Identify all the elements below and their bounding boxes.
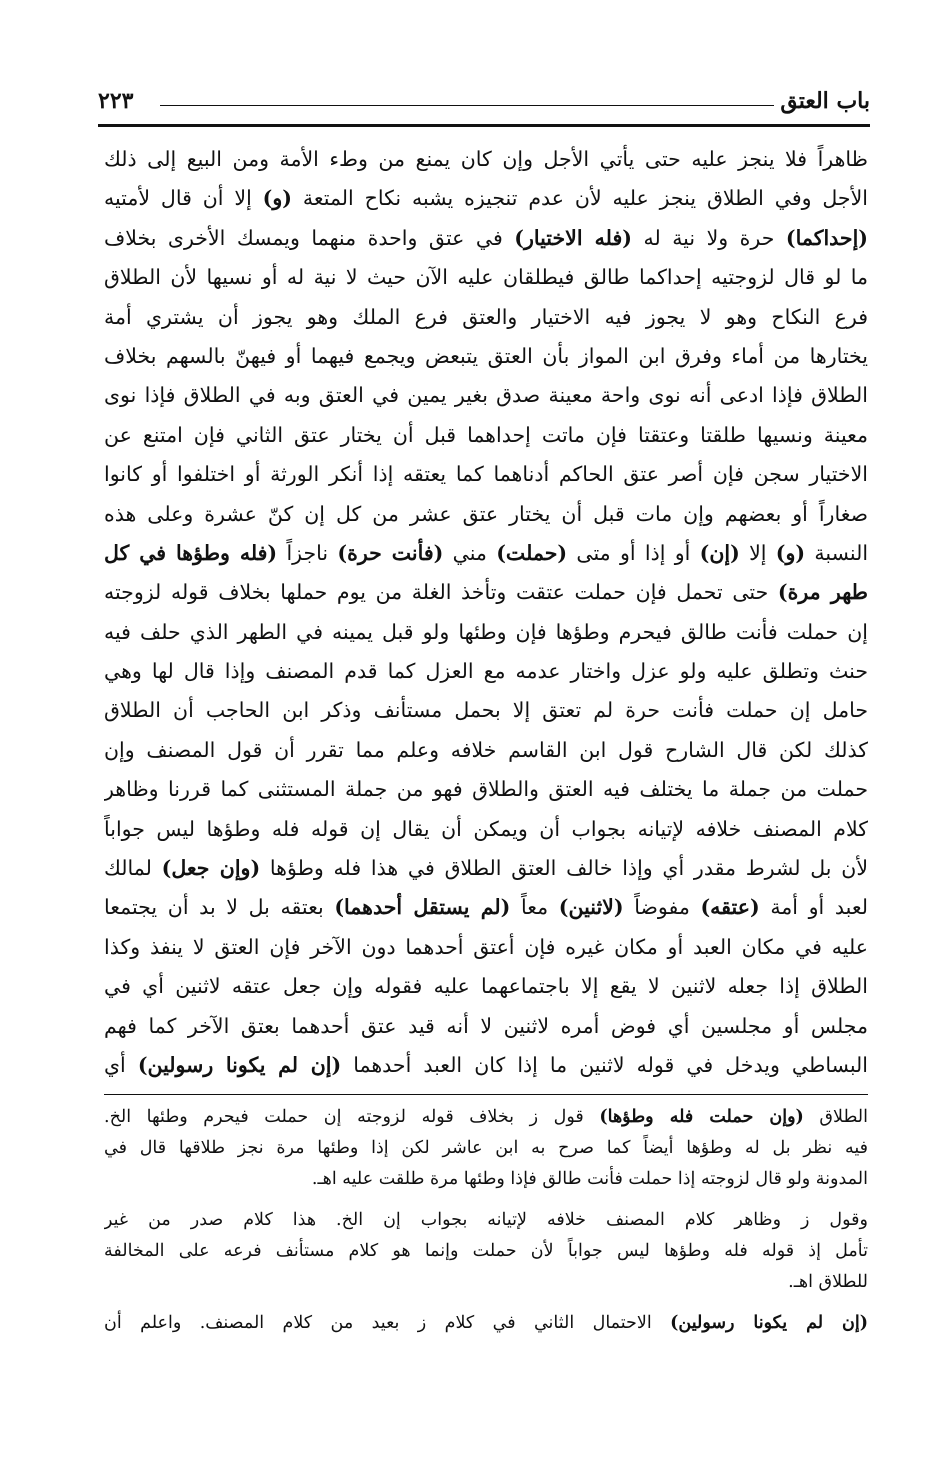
text-line: [104, 928, 868, 967]
text-run: الطلاق إذا جعله لاثنين لا يقع إلا باجتماعهما عليه فقوله وإن جعل عتقه لاثنين أي في: [104, 974, 868, 999]
text-line: [104, 849, 868, 888]
footnote-line: [104, 1267, 868, 1298]
text-line: [104, 691, 868, 730]
text-line: [104, 967, 868, 1006]
text-line: [104, 888, 868, 927]
bold-matn-text: (وإن جعل): [161, 856, 261, 881]
text-run: حامل إن حملت فأنت حرة لم تعتق إلا بحمل مستأنف وذكر ابن الحاجب أن الطلاق: [104, 698, 868, 723]
text-run: لمالك: [104, 856, 162, 881]
text-line: [104, 219, 868, 258]
text-line: [104, 731, 868, 770]
bold-matn-text: (فله الاختيار): [514, 225, 632, 250]
text-run: إلا: [739, 540, 776, 565]
text-line: [104, 573, 868, 612]
text-run: عليه في مكان العبد أو مكان غيره فإن أعتق أحدهما دون الآخر فإن العتق لا ينفذ وكذا: [104, 934, 868, 959]
page-number: ٢٢٣: [98, 88, 134, 114]
text-run: وقول ز وظاهر كلام المصنف خلافه لإتيانه بجواب إن الخ. هذا كلام صدر من غير: [104, 1210, 868, 1230]
text-run: إلا أن قال لأمتيه: [104, 186, 263, 211]
text-line: [104, 652, 868, 691]
text-run: إن حملت فأنت طالق فيحرم وطؤها فإن وطئها ولو قبل يمينه في الطهر الذي حلف فيه: [104, 619, 868, 644]
text-line: [104, 455, 868, 494]
header-line: [160, 105, 774, 106]
footnote-line: [104, 1205, 868, 1236]
bold-matn-text: (إن لم يكونا رسولين): [137, 1052, 342, 1077]
bold-matn-text: (فله وطؤها في كل: [104, 540, 278, 565]
text-run: النسبة: [805, 540, 868, 565]
text-run: صغاراً أو بعضهم وإن مات قبل أن يختار عتق عشر من كل إن كنّ عشرة وعلى هذه: [104, 501, 868, 526]
text-line: [104, 770, 868, 809]
text-run: البساطي ويدخل في قوله لاثنين ما إذا كان العبد أحدهما: [341, 1052, 868, 1077]
bold-matn-text: (و): [775, 540, 806, 565]
footnote-line: [104, 1102, 868, 1133]
text-run: كلام المصنف خلافه لإتيانه بجواب أن ويمكن أن يقال إن قوله فله وطؤها ليس جواباً: [104, 816, 868, 841]
running-header: [98, 88, 870, 120]
main-text: [104, 140, 868, 1085]
text-line: [104, 1007, 868, 1046]
footnotes: [104, 1102, 868, 1349]
text-run: أو إذا أو متى: [567, 540, 700, 565]
text-run: الطلاق: [803, 1107, 868, 1127]
text-run: كذلك لكن قال الشارح قول ابن القاسم خلافه وعلم مما تقرر أن قول المصنف وإن: [104, 737, 868, 762]
text-run: المدونة ولو قال لزوجته إذا حملت فأنت طالق فإذا وطئها مرة طلقت عليه اهـ.: [311, 1169, 868, 1189]
bold-matn-text: (إحداكما): [785, 225, 868, 250]
bold-matn-text: (لم يستقل أحدهما): [334, 895, 511, 920]
text-run: تأمل إذ قوله فله وطؤها ليس جواباً لأن حملت وإنما هو كلام مستأنف فرعه على المخالفة: [104, 1241, 868, 1261]
footnote-line: [104, 1133, 868, 1164]
text-line: [104, 337, 868, 376]
bold-matn-text: (إن): [699, 540, 740, 565]
footnote-line: [104, 1308, 868, 1339]
text-run: في عتق واحدة منهما ويمسك الأخرى بخلاف: [104, 225, 515, 250]
text-run: ناجزاً: [277, 540, 338, 565]
text-run: الاختيار سجن فإن أصر عتق الحاكم أدناهما كما يعتقه إذا أنكر الورثة أو اختلفوا أو كانوا: [104, 462, 868, 487]
text-line: [104, 416, 868, 455]
text-run: حرة ولا نية له: [631, 225, 786, 250]
footnote-line: [104, 1236, 868, 1267]
bold-matn-text: (وإن حملت فله وطؤها): [599, 1107, 804, 1127]
text-run: ظاهراً فلا ينجز عليه حتى يأتي الأجل وإن كان يمنع من وطء الأمة ومن البيع إلى ذلك: [104, 147, 868, 171]
chapter-title: باب العتق: [780, 88, 870, 114]
text-line: [104, 376, 868, 415]
text-run: الأجل وفي الطلاق ينجز عليه لأن عدم تنجيزه يشبه نكاح المتعة: [291, 186, 868, 211]
text-line: [104, 140, 868, 179]
text-run: مفوضاً: [623, 895, 701, 920]
bold-matn-text: (فأنت حرة): [337, 540, 444, 565]
text-run: الاحتمال الثاني في كلام ز بعيد من كلام المصنف. واعلم أن: [104, 1313, 671, 1333]
text-run: قول ز بخلاف قوله لزوجته إن حملت فيحرم وطئها الخ.: [104, 1107, 600, 1127]
footnote: [104, 1205, 868, 1298]
text-run: أي: [104, 1052, 138, 1077]
header-rule: [98, 124, 870, 127]
bold-matn-text: (لاثنين): [558, 895, 624, 920]
text-run: لعبد أو أمة: [759, 895, 868, 920]
text-run: معاً: [510, 895, 559, 920]
bold-matn-text: (إن لم يكونا رسولين): [670, 1313, 868, 1333]
text-run: لأن بل لشرط مقدر أي وإذا خالف العتق الطلاق في هذا فله وطؤها: [260, 856, 868, 881]
text-run: مني: [443, 540, 497, 565]
text-run: يختارها من أماء وفرق ابن المواز بأن العتق يتبعض ويجمع فيهما أو فيهنّ بالسهم بخلاف: [104, 343, 868, 368]
footnote-line: [104, 1164, 868, 1195]
text-run: بعتقه بل لا بد أن يجتمعا: [104, 895, 335, 920]
text-run: مجلس أو مجلسين أي فوض أمره لاثنين لا أنه قيد عتق أحدهما بعتق الآخر كما فهم: [104, 1013, 868, 1038]
text-run: الطلاق فإذا ادعى أنه نوى واحة معينة صدق بغير يمين في العتق وبه في الطلاق فإذا نوى: [104, 383, 868, 408]
text-line: [104, 1046, 868, 1085]
text-run: معينة ونسيها طلقتا وعتقتا فإن ماتت إحداهما قبل أن يختار عتق الثاني فإن امتنع عن: [104, 422, 868, 447]
text-run: حنث وتطلق عليه ولو عزل واختار عدمه مع العزل كما قدم المصنف وإذا قال لها وهي: [104, 659, 868, 684]
text-run: للطلاق اهـ.: [788, 1272, 868, 1292]
bold-matn-text: (و): [262, 186, 292, 211]
text-run: حتى تحمل فإن حملت عتقت وتأخذ الغلة من يوم حملها بخلاف قوله لزوجته: [104, 580, 778, 605]
text-line: [104, 258, 868, 297]
text-run: فيه نظر بل له وطؤها أيضاً كما صرح به ابن عاشر لكن إذا وطئها مرة نجز طلاقها قال في: [104, 1138, 868, 1158]
text-line: [104, 810, 868, 849]
footnote: [104, 1102, 868, 1195]
text-run: فرع النكاح وهو لا يجوز فيه الاختيار والعتق فرع الملك وهو يجوز أن يشتري أمة: [104, 304, 868, 329]
footnote: [104, 1308, 868, 1339]
text-line: [104, 298, 868, 337]
bold-matn-text: (حملت): [496, 540, 568, 565]
text-run: حملت من جملة ما يختلف فيه العتق والطلاق فهو من جملة المستثنى كما قررنا وظاهر: [104, 777, 868, 802]
text-line: [104, 534, 868, 573]
text-line: [104, 613, 868, 652]
footnote-separator: [104, 1094, 868, 1095]
bold-matn-text: (عتقه): [700, 895, 760, 920]
text-run: ما لو قال لزوجتيه إحداكما طالق فيطلقان عليه الآن حيث لا نية له أو نسيها لأن الطلاق: [104, 265, 868, 290]
bold-matn-text: طهر مرة): [777, 580, 868, 605]
text-line: [104, 495, 868, 534]
text-line: [104, 179, 868, 218]
